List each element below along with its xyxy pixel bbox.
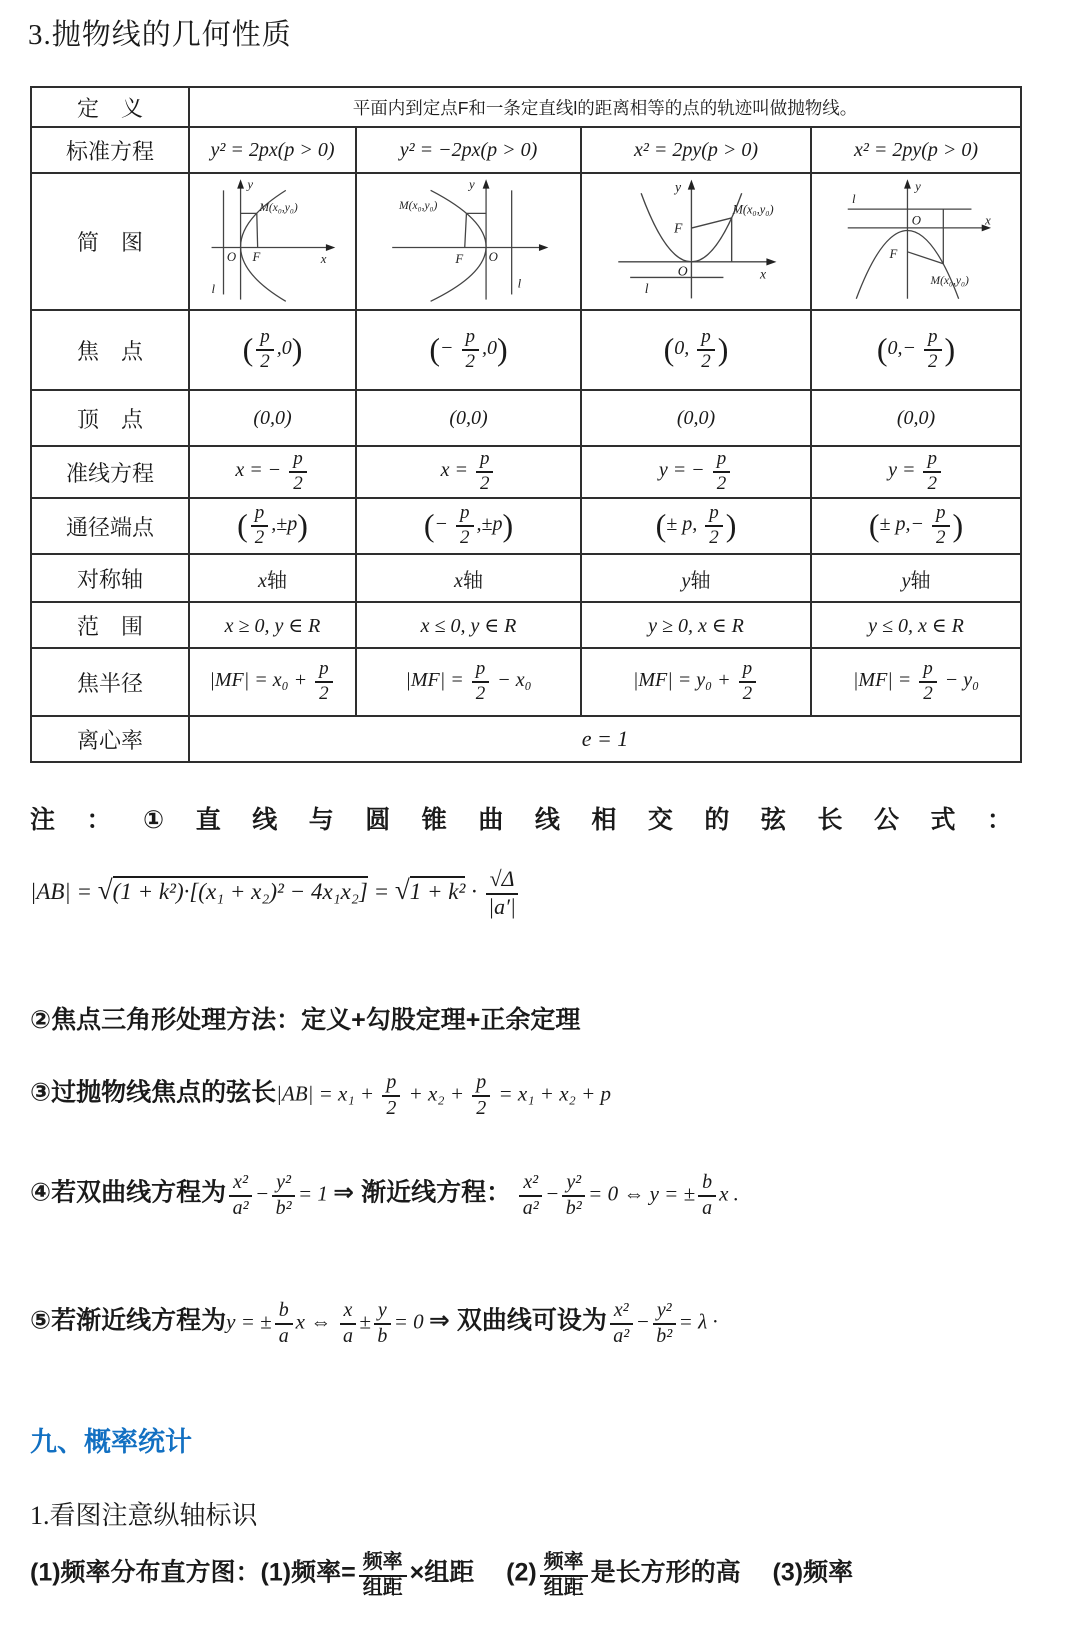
row-range: [31, 602, 1021, 648]
axis-cell-3: y轴: [581, 554, 811, 602]
sketch-cell-2: [356, 173, 581, 310]
directrix-label: l: [211, 281, 216, 296]
equation-cell-1: y² = 2px(p > 0): [189, 127, 356, 173]
row-sketch: [31, 173, 1021, 310]
chord-length-formula: |AB| = √(1 + k²)·[(x₁ + x₂)² − 4x₁x₂] = √1 + k² · $\frac{√\Delta}{|a'|}$: [30, 868, 521, 919]
latus-cell-1: ( $\frac{p}{2}$ ,±p): [189, 498, 356, 554]
row-label-latus: 通径端点: [31, 498, 189, 554]
point-label: M(x₀,y₀): [259, 201, 298, 214]
note-3-focal-chord: ③过抛物线焦点的弦长|AB| = x₁ + $\frac{p}{2}$ + x₂ + $\frac{p}{2}$ = x₁ + x₂ + p: [30, 1071, 612, 1119]
focus-cell-2: (− $\frac{p}{2}$ ,0): [356, 310, 581, 390]
sketch-cell-3: [581, 173, 811, 310]
row-label-sketch: 简 图: [31, 173, 189, 310]
section-9-sub-1: 1.看图注意纵轴标识: [30, 1501, 258, 1530]
row-label-equation: 标准方程: [31, 127, 189, 173]
radius-cell-2: |MF| = $\frac{p}{2}$ − x₀: [356, 648, 581, 716]
definition-text: 平面内到定点F和一条定直线l的距离相等的点的轨迹叫做抛物线。: [189, 87, 1021, 127]
parabola-diagram-down-opening: [821, 175, 1011, 303]
range-cell-1: x ≥ 0, y ∈ R: [189, 602, 356, 648]
row-definition: [31, 87, 1021, 127]
focus-label: F: [889, 246, 898, 261]
axis-label-x: x: [320, 251, 327, 266]
directrix-cell-1: x = − $\frac{p}{2}$: [189, 446, 356, 498]
directrix-label: l: [644, 280, 649, 296]
origin-label: O: [677, 263, 688, 279]
axes: [212, 179, 336, 299]
origin-label: O: [226, 250, 237, 265]
equation-cell-3: x² = 2py(p > 0): [581, 127, 811, 173]
eccentricity-value: e = 1: [189, 716, 1021, 762]
note-2-focal-triangle: ②焦点三角形处理方法：定义+勾股定理+正余定理: [30, 1006, 581, 1034]
latus-cell-4: (± p,− $\frac{p}{2}$ ): [811, 498, 1021, 554]
row-label-definition: 定 义: [31, 87, 189, 127]
focus-cell-3: (0, $\frac{p}{2}$ ): [581, 310, 811, 390]
row-label-eccentricity: 离心率: [31, 716, 189, 762]
axes: [848, 179, 991, 298]
equation-cell-2: y² = −2px(p > 0): [356, 127, 581, 173]
note-5-asymptote-hyperbola: ⑤若渐近线方程为y = ± $\frac{b}{a}$ x ⇔ $\frac{x}{a}$ ± $\frac{y}{b}$ = 0 ⇒ 双曲线可设为 $\frac{\text{x²}}{\text{a²}}$ − $\frac{\text{y²}}{\text{b²}}$ = λ ·: [30, 1299, 718, 1347]
focus-label: F: [674, 220, 683, 236]
row-label-radius: 焦半径: [31, 648, 189, 716]
row-label-directrix: 准线方程: [31, 446, 189, 498]
note-1-chord-length-heading: 注 ： ① 直 线 与 圆 锥 曲 线 相 交 的 弦 长 公 式 ：: [30, 806, 1012, 834]
radius-cell-4: |MF| = $\frac{p}{2}$ − y₀: [811, 648, 1021, 716]
parabola-curve: [430, 190, 485, 301]
axis-cell-4: y轴: [811, 554, 1021, 602]
origin-label: O: [911, 213, 921, 228]
row-focal-radius: [31, 648, 1021, 716]
row-focus: [31, 310, 1021, 390]
directrix-cell-3: y = − $\frac{p}{2}$: [581, 446, 811, 498]
vertex-cell-1: (0,0): [189, 390, 356, 446]
point-label: M(x₀,y₀): [398, 200, 437, 213]
axis-label-x: x: [985, 213, 991, 228]
origin-label: O: [488, 250, 498, 265]
row-vertex: [31, 390, 1021, 446]
equation-cell-4: x² = 2py(p > 0): [811, 127, 1021, 173]
axis-label-y: y: [247, 177, 254, 192]
latus-cell-3: (± p, $\frac{p}{2}$ ): [581, 498, 811, 554]
focus-cell-1: ( $\frac{p}{2}$ ,0): [189, 310, 356, 390]
parabola-properties-table: [30, 86, 1022, 763]
parabola-diagram-right-opening: [193, 175, 353, 303]
note-4-hyperbola-asymptote: ④若双曲线方程为 $\frac{\text{x²}}{\text{a²}}$ − $\frac{\text{y²}}{\text{b²}}$ = 1 ⇒ 渐近线方程： $\frac{\text{x²}}{\text{a²}}$ − $\frac{\text{y²}}{\text{b²}}$ = 0 ⇔ y = ± $\frac{b}{a}$ x .: [30, 1171, 739, 1219]
point-label: M(x₀,y₀): [930, 275, 969, 288]
axes: [392, 179, 548, 299]
focus-label: F: [252, 250, 261, 265]
range-cell-2: x ≤ 0, y ∈ R: [356, 602, 581, 648]
axis-label-x: x: [760, 266, 767, 282]
row-symmetry-axis: [31, 554, 1021, 602]
axis-label-y: y: [674, 179, 682, 195]
row-standard-equation: [31, 127, 1021, 173]
focus-cell-4: (0,− $\frac{p}{2}$ ): [811, 310, 1021, 390]
directrix-label: l: [517, 276, 521, 291]
page-title: 3.抛物线的几何性质: [28, 19, 292, 51]
directrix-cell-4: y = $\frac{p}{2}$: [811, 446, 1021, 498]
axis-label-y: y: [915, 179, 921, 194]
focus-label: F: [454, 251, 463, 266]
row-label-focus: 焦 点: [31, 310, 189, 390]
directrix-cell-2: x = $\frac{p}{2}$: [356, 446, 581, 498]
axis-cell-1: x轴: [189, 554, 356, 602]
row-label-axis: 对称轴: [31, 554, 189, 602]
vertex-cell-4: (0,0): [811, 390, 1021, 446]
parabola-diagram-up-opening: [596, 175, 796, 303]
section-9-heading: 九、概率统计: [30, 1427, 192, 1457]
axis-cell-2: x轴: [356, 554, 581, 602]
point-label: M(x₀,y₀): [732, 202, 774, 217]
directrix-label: l: [852, 192, 856, 207]
vertex-cell-2: (0,0): [356, 390, 581, 446]
row-label-range: 范 围: [31, 602, 189, 648]
radius-cell-3: |MF| = y₀ + $\frac{p}{2}$: [581, 648, 811, 716]
row-latus-endpoints: [31, 498, 1021, 554]
range-cell-4: y ≤ 0, x ∈ R: [811, 602, 1021, 648]
row-label-vertex: 顶 点: [31, 390, 189, 446]
radius-cell-1: |MF| = x₀ + $\frac{p}{2}$: [189, 648, 356, 716]
range-cell-3: y ≥ 0, x ∈ R: [581, 602, 811, 648]
row-eccentricity: [31, 716, 1021, 762]
frequency-histogram-line: (1)频率分布直方图：(1)频率= $\frac{\text{频率}}{\text{组距}}$ ×组距 (2) $\frac{\text{频率}}{\text{组距}}$ 是长方形的高 (3)频率: [30, 1551, 854, 1599]
sketch-cell-4: [811, 173, 1021, 310]
sketch-cell-1: [189, 173, 356, 310]
parabola-diagram-left-opening: [369, 175, 569, 303]
axis-label-y: y: [468, 177, 475, 192]
row-directrix: [31, 446, 1021, 498]
vertex-cell-3: (0,0): [581, 390, 811, 446]
latus-cell-2: (− $\frac{p}{2}$ ,±p): [356, 498, 581, 554]
